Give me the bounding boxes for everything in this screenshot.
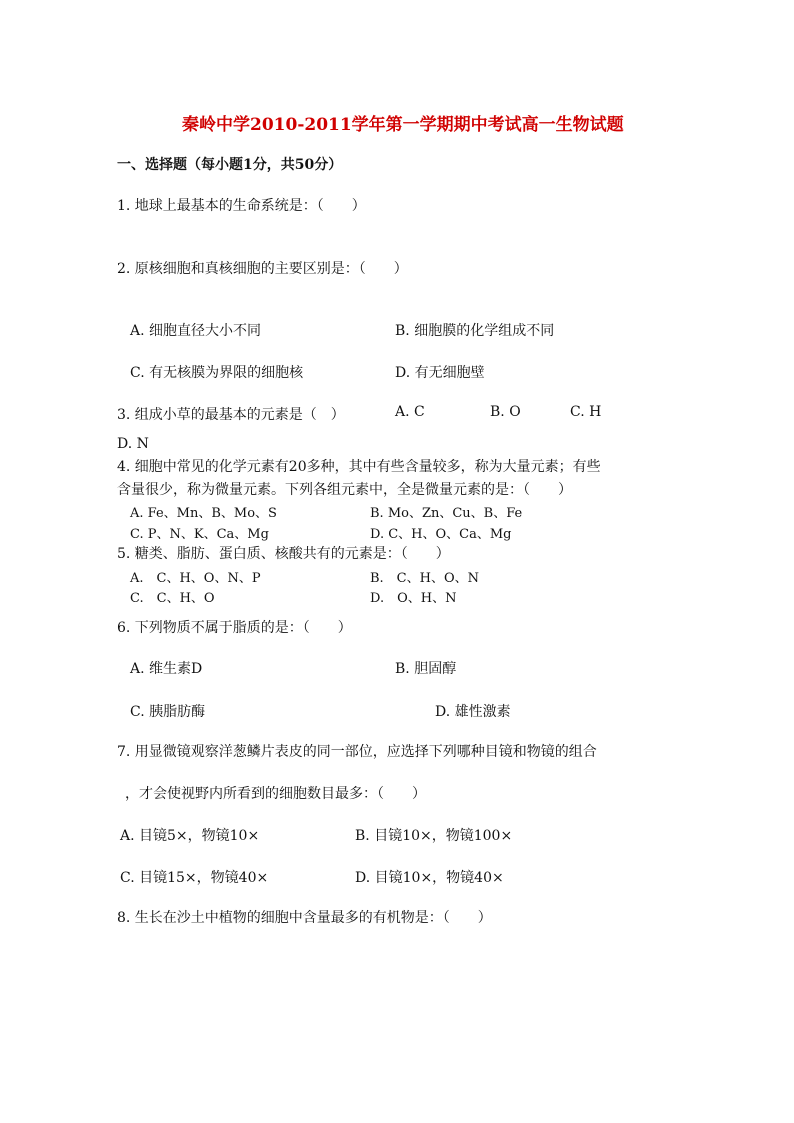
q4-option-a: A. Fe、Mn、B、Mo、S <box>130 506 277 521</box>
question-7-line2: ，才会使视野内所看到的细胞数目最多：（ ） <box>125 786 426 802</box>
exam-title: 秦岭中学2010-2011学年第一学期期中考试高一生物试题 <box>182 115 624 135</box>
q2-option-d: D. 有无细胞壁 <box>395 365 485 381</box>
q4-option-c: C. P、N、K、Ca、Mg <box>130 527 269 542</box>
question-2: 2. 原核细胞和真核细胞的主要区别是：（ ） <box>117 261 408 277</box>
question-1: 1. 地球上最基本的生命系统是：（ ） <box>117 198 366 214</box>
q7-option-b: B. 目镜10×，物镜100× <box>355 828 513 844</box>
q6-option-b: B. 胆固醇 <box>395 661 457 677</box>
q3-option-d: D. N <box>117 436 149 452</box>
q5-option-b: B. C、H、O、N <box>370 571 480 586</box>
q3-option-a: A. C <box>395 404 425 420</box>
q7-option-c: C. 目镜15×，物镜40× <box>120 870 269 886</box>
q6-option-a: A. 维生素D <box>130 661 203 677</box>
q2-option-c: C. 有无核膜为界限的细胞核 <box>130 365 304 381</box>
question-4-line1: 4. 细胞中常见的化学元素有20多种，其中有些含量较多，称为大量元素；有些 <box>117 459 601 475</box>
question-4-line2: 含量很少，称为微量元素。下列各组元素中，全是微量元素的是：（ ） <box>117 482 572 498</box>
question-8: 8. 生长在沙土中植物的细胞中含量最多的有机物是：（ ） <box>117 910 492 926</box>
q3-option-b: B. O <box>490 404 521 420</box>
q6-option-d: D. 雄性激素 <box>435 704 511 720</box>
section-heading: 一、选择题（每小题1分，共50分） <box>117 157 343 173</box>
q5-option-d: D. O、H、N <box>370 591 457 606</box>
question-6: 6. 下列物质不属于脂质的是：（ ） <box>117 620 352 636</box>
question-5: 5. 糖类、脂肪、蛋白质、核酸共有的元素是：（ ） <box>117 546 450 562</box>
q2-option-b: B. 细胞膜的化学组成不同 <box>395 323 555 339</box>
q2-option-a: A. 细胞直径大小不同 <box>130 323 262 339</box>
q7-option-d: D. 目镜10×，物镜40× <box>355 870 504 886</box>
q4-option-b: B. Mo、Zn、Cu、B、Fe <box>370 506 523 521</box>
q3-option-c: C. H <box>570 404 602 420</box>
q5-option-c: C. C、H、O <box>130 591 215 606</box>
q7-option-a: A. 目镜5×，物镜10× <box>120 828 260 844</box>
q5-option-a: A. C、H、O、N、P <box>130 571 261 586</box>
q4-option-d: D. C、H、O、Ca、Mg <box>370 527 512 542</box>
question-7-line1: 7. 用显微镜观察洋葱鳞片表皮的同一部位，应选择下列哪种目镜和物镜的组合 <box>117 744 597 760</box>
q6-option-c: C. 胰脂肪酶 <box>130 704 206 720</box>
question-3: 3. 组成小草的最基本的元素是（ ） <box>117 407 345 423</box>
